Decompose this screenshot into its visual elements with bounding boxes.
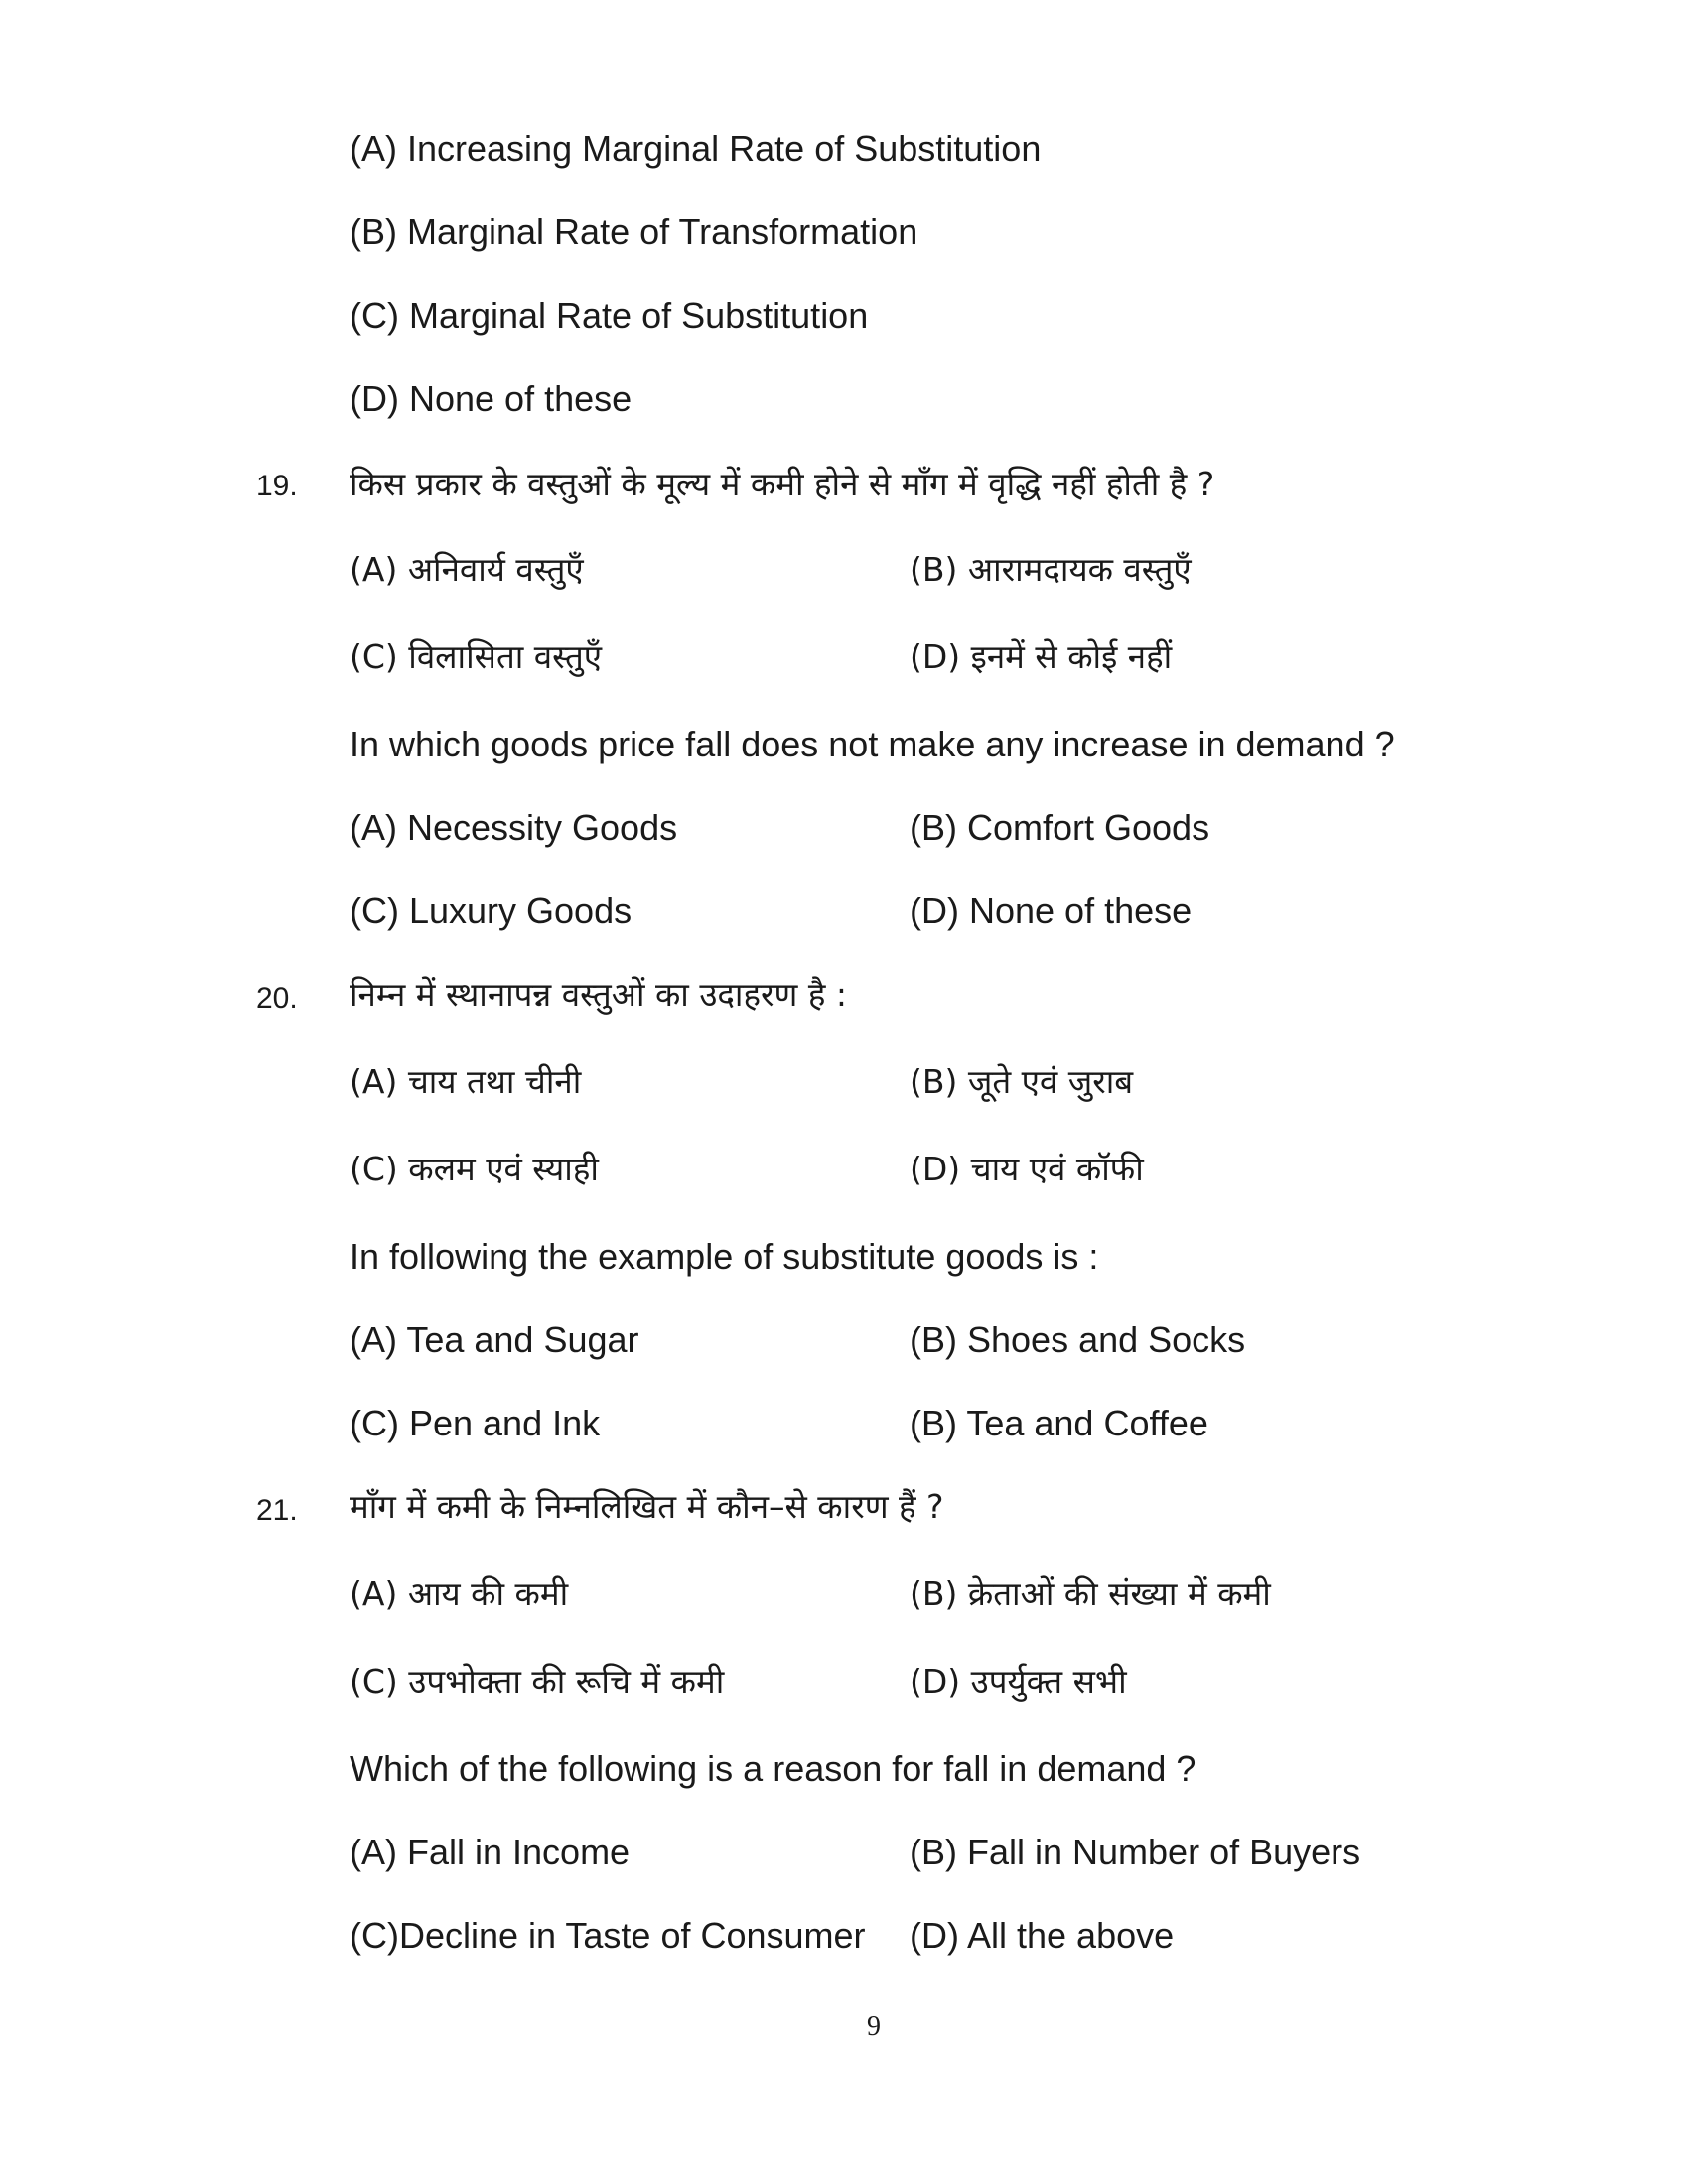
q20-english-option-d: (B) Tea and Coffee [910, 1403, 1208, 1443]
q19-hindi-question: किस प्रकार के वस्तुओं के मूल्य में कमी होने से माँग में वृद्धि नहीं होती है ? [350, 465, 1215, 503]
q21-hindi-option-a: (A) आय की कमी [350, 1574, 569, 1613]
q20-number: 20. [256, 982, 298, 1015]
q18-option-c: (C) Marginal Rate of Substitution [350, 295, 869, 336]
q21-hindi-option-c: (C) उपभोक्ता की रूचि में कमी [350, 1662, 725, 1701]
q19-hindi-option-c: (C) विलासिता वस्तुएँ [350, 637, 603, 676]
page-number: 9 [867, 2011, 881, 2042]
q19-hindi-option-a: (A) अनिवार्य वस्तुएँ [350, 550, 584, 589]
q19-english-option-a: (A) Necessity Goods [350, 807, 678, 848]
q19-english-option-d: (D) None of these [910, 890, 1193, 931]
q21-english-option-a: (A) Fall in Income [350, 1832, 631, 1872]
q20-hindi-question: निम्न में स्थानापन्न वस्तुओं का उदाहरण है : [350, 975, 847, 1014]
q19-hindi-option-b: (B) आरामदायक वस्तुएँ [910, 550, 1192, 589]
q18-option-d: (D) None of these [350, 378, 633, 419]
q20-hindi-option-c: (C) कलम एवं स्याही [350, 1150, 599, 1188]
q20-hindi-option-a: (A) चाय तथा चीनी [350, 1062, 582, 1101]
q20-hindi-option-b: (B) जूते एवं जुराब [910, 1062, 1134, 1101]
q21-english-option-c: (C)Decline in Taste of Consumer [350, 1915, 866, 1956]
q18-option-b: (B) Marginal Rate of Transformation [350, 211, 918, 252]
q18-option-a: (A) Increasing Marginal Rate of Substitution [350, 128, 1042, 169]
q21-hindi-question: माँग में कमी के निम्नलिखित में कौन–से कारण हैं ? [350, 1487, 944, 1526]
q20-english-option-b: (B) Shoes and Socks [910, 1319, 1246, 1360]
q19-english-option-b: (B) Comfort Goods [910, 807, 1210, 848]
q21-hindi-option-b: (B) क्रेताओं की संख्या में कमी [910, 1574, 1271, 1613]
q19-hindi-option-d: (D) इनमें से कोई नहीं [910, 637, 1173, 676]
q19-number: 19. [256, 470, 298, 502]
q21-english-option-b: (B) Fall in Number of Buyers [910, 1832, 1361, 1872]
q19-english-question: In which goods price fall does not make any increase in demand ? [350, 724, 1395, 764]
q20-english-option-c: (C) Pen and Ink [350, 1403, 601, 1443]
q21-english-option-d: (D) All the above [910, 1915, 1175, 1956]
q20-hindi-option-d: (D) चाय एवं कॉफी [910, 1150, 1144, 1188]
q20-english-question: In following the example of substitute goods is : [350, 1236, 1099, 1277]
q19-english-option-c: (C) Luxury Goods [350, 890, 633, 931]
q20-english-option-a: (A) Tea and Sugar [350, 1319, 639, 1360]
q21-english-question: Which of the following is a reason for fall in demand ? [350, 1748, 1196, 1789]
q21-number: 21. [256, 1494, 298, 1527]
q21-hindi-option-d: (D) उपर्युक्त सभी [910, 1662, 1127, 1701]
